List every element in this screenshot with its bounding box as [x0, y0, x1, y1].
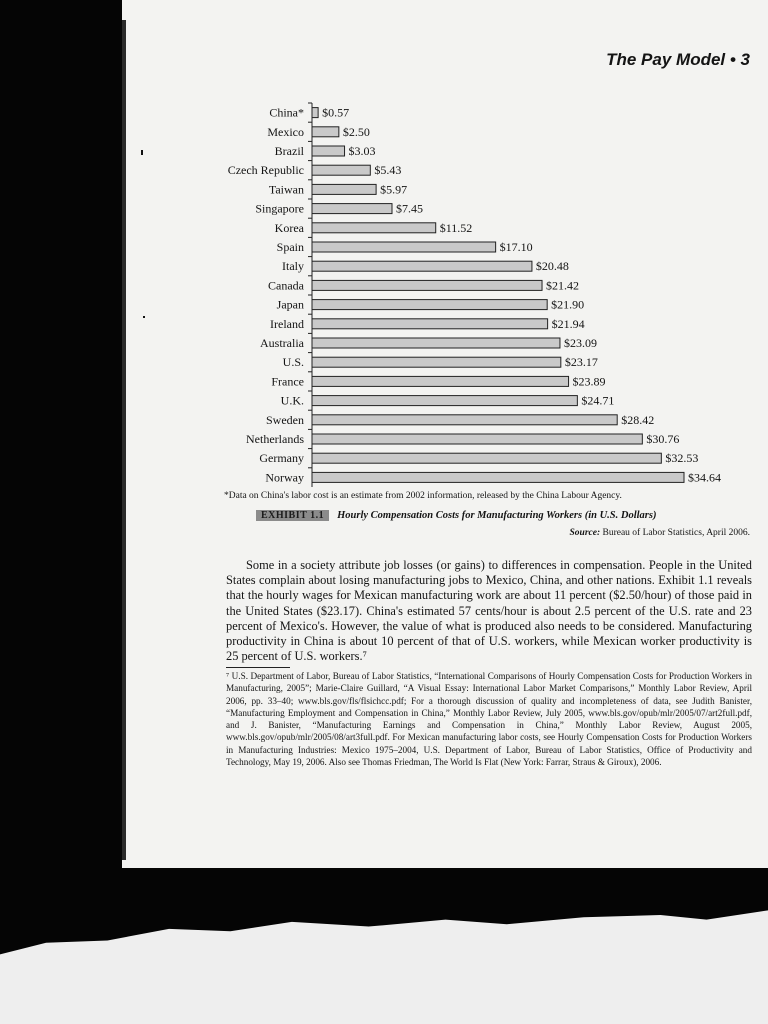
category-label: U.K.	[280, 393, 304, 408]
bar	[312, 127, 339, 137]
bar-value-label: $34.64	[688, 470, 721, 485]
body-paragraph: Some in a society attribute job losses (or gains) to differences in compensation. People in the United States complain about losing manufacturing jobs to Mexico, China, and other nations. Exhibit 1.1 reveals that the hourly wages for Mexican manufacturing work are about 11 percent ($2.50/hour) of those paid in the United States ($23.17). China's estimated 57 cents/hour is about 2.5 percent of the U.S. rate and 23 percent of Mexico's. However, the value of what is produced also needs to be considered. Manufacturing productivity in China is about 10 percent of that of U.S. workers, while Mexican worker productivity is 25 percent of U.S. workers.⁷	[226, 558, 752, 664]
bar-value-label: $21.90	[551, 297, 585, 312]
category-label: Singapore	[255, 201, 304, 216]
bar	[312, 338, 560, 348]
category-label: Korea	[274, 220, 304, 235]
exhibit-caption	[256, 510, 656, 521]
bar	[312, 280, 542, 290]
category-label: France	[271, 374, 304, 389]
bar	[312, 319, 548, 329]
footnote-rule	[226, 667, 290, 668]
bar-value-label: $20.48	[535, 259, 569, 274]
bar	[312, 108, 318, 118]
category-label: Norway	[265, 470, 304, 485]
footnote: ⁷ U.S. Department of Labor, Bureau of Labor Statistics, “International Comparisons of Hourly Compensation Costs for Production Workers in Manufacturing, 2005”; Marie-Claire Guillard, “A Visual Essay: International Labor Market Comparisons,” Monthly Labor Review, April 2006, pp. 33–40; www.bls.gov/fls/flsichcc.pdf; For a thorough discussion of quality and incompleteness of data, see Judith Banister, “Manufacturing Employment and Compensation in China,” Monthly Labor Review, July 2005, www.bls.gov/opub/mlr/2005/07/art2full.pdf, and J. Banister, “Manufacturing Earnings and Compensation in China,” Monthly Labor Review, August 2005, www.bls.gov/opub/mlr/2005/08/art3full.pdf. For Mexican manufacturing labor costs, see Hourly Compensation Costs for Production Workers in Manufacturing Industries: Mexico 1975–2004, U.S. Department of Labor, Bureau of Labor Statistics, Office of Productivity and Technology, May 19, 2006. Also see Thomas Friedman, The World Is Flat (New York: Farrar, Straus & Giroux), 2006.	[226, 671, 752, 768]
bar	[312, 300, 547, 310]
bar	[312, 396, 577, 406]
bar-value-label: $2.50	[342, 124, 370, 139]
category-label: Australia	[260, 336, 304, 350]
bar-value-label: $24.71	[581, 393, 615, 408]
source-line	[570, 528, 751, 538]
category-label: U.S.	[282, 355, 304, 370]
bar-value-label: $17.10	[499, 240, 533, 254]
category-label: China*	[269, 105, 304, 120]
exhibit-tag: EXHIBIT 1.1	[256, 510, 329, 521]
category-label: Brazil	[274, 144, 304, 158]
category-label: Mexico	[267, 124, 304, 139]
category-label: Netherlands	[246, 432, 304, 446]
exhibit-title: Hourly Compensation Costs for Manufacturing Workers (in U.S. Dollars)	[337, 510, 657, 521]
bar-value-label: $23.17	[564, 355, 598, 370]
bar-value-label: $23.89	[572, 374, 606, 389]
source-label: Source:	[569, 528, 601, 538]
bar-value-label: $32.53	[665, 451, 699, 466]
category-label: Germany	[259, 451, 304, 466]
bar-value-label: $23.09	[563, 336, 597, 350]
category-label: Sweden	[266, 412, 304, 427]
bar	[312, 453, 661, 463]
bar-value-label: $11.52	[439, 220, 473, 235]
bar-value-label: $3.03	[348, 144, 376, 158]
category-label: Canada	[268, 278, 304, 293]
bar-value-label: $7.45	[396, 201, 424, 216]
bar-value-label: $30.76	[646, 432, 680, 446]
category-label: Ireland	[270, 316, 304, 331]
bar-value-label: $5.43	[374, 163, 402, 178]
bar	[312, 357, 561, 367]
category-label: Japan	[276, 297, 304, 312]
bar	[312, 184, 376, 194]
china-data-note: *Data on China's labor cost is an estimate from 2002 information, released by the China Labour Agency.	[224, 491, 622, 501]
bar-value-label: $21.42	[546, 278, 580, 293]
bar	[312, 204, 392, 214]
bar	[312, 146, 345, 156]
bar-value-label: $28.42	[621, 412, 655, 427]
bar	[312, 415, 617, 425]
bar	[312, 242, 496, 252]
bar	[312, 165, 370, 175]
bar	[312, 223, 436, 233]
compensation-bar-chart	[0, 0, 768, 490]
source-text: Bureau of Labor Statistics, April 2006.	[602, 528, 750, 538]
running-head: The Pay Model • 3	[606, 50, 750, 69]
bar-value-label: $5.97	[380, 182, 408, 197]
bar-value-label: $21.94	[551, 316, 585, 331]
category-label: Spain	[276, 240, 304, 254]
bar	[312, 261, 532, 271]
category-label: Czech Republic	[227, 163, 304, 178]
bar	[312, 472, 684, 482]
bar	[312, 434, 642, 444]
bar	[312, 376, 569, 386]
category-label: Italy	[282, 259, 304, 274]
bar-value-label: $0.57	[322, 105, 350, 120]
category-label: Taiwan	[268, 182, 304, 197]
